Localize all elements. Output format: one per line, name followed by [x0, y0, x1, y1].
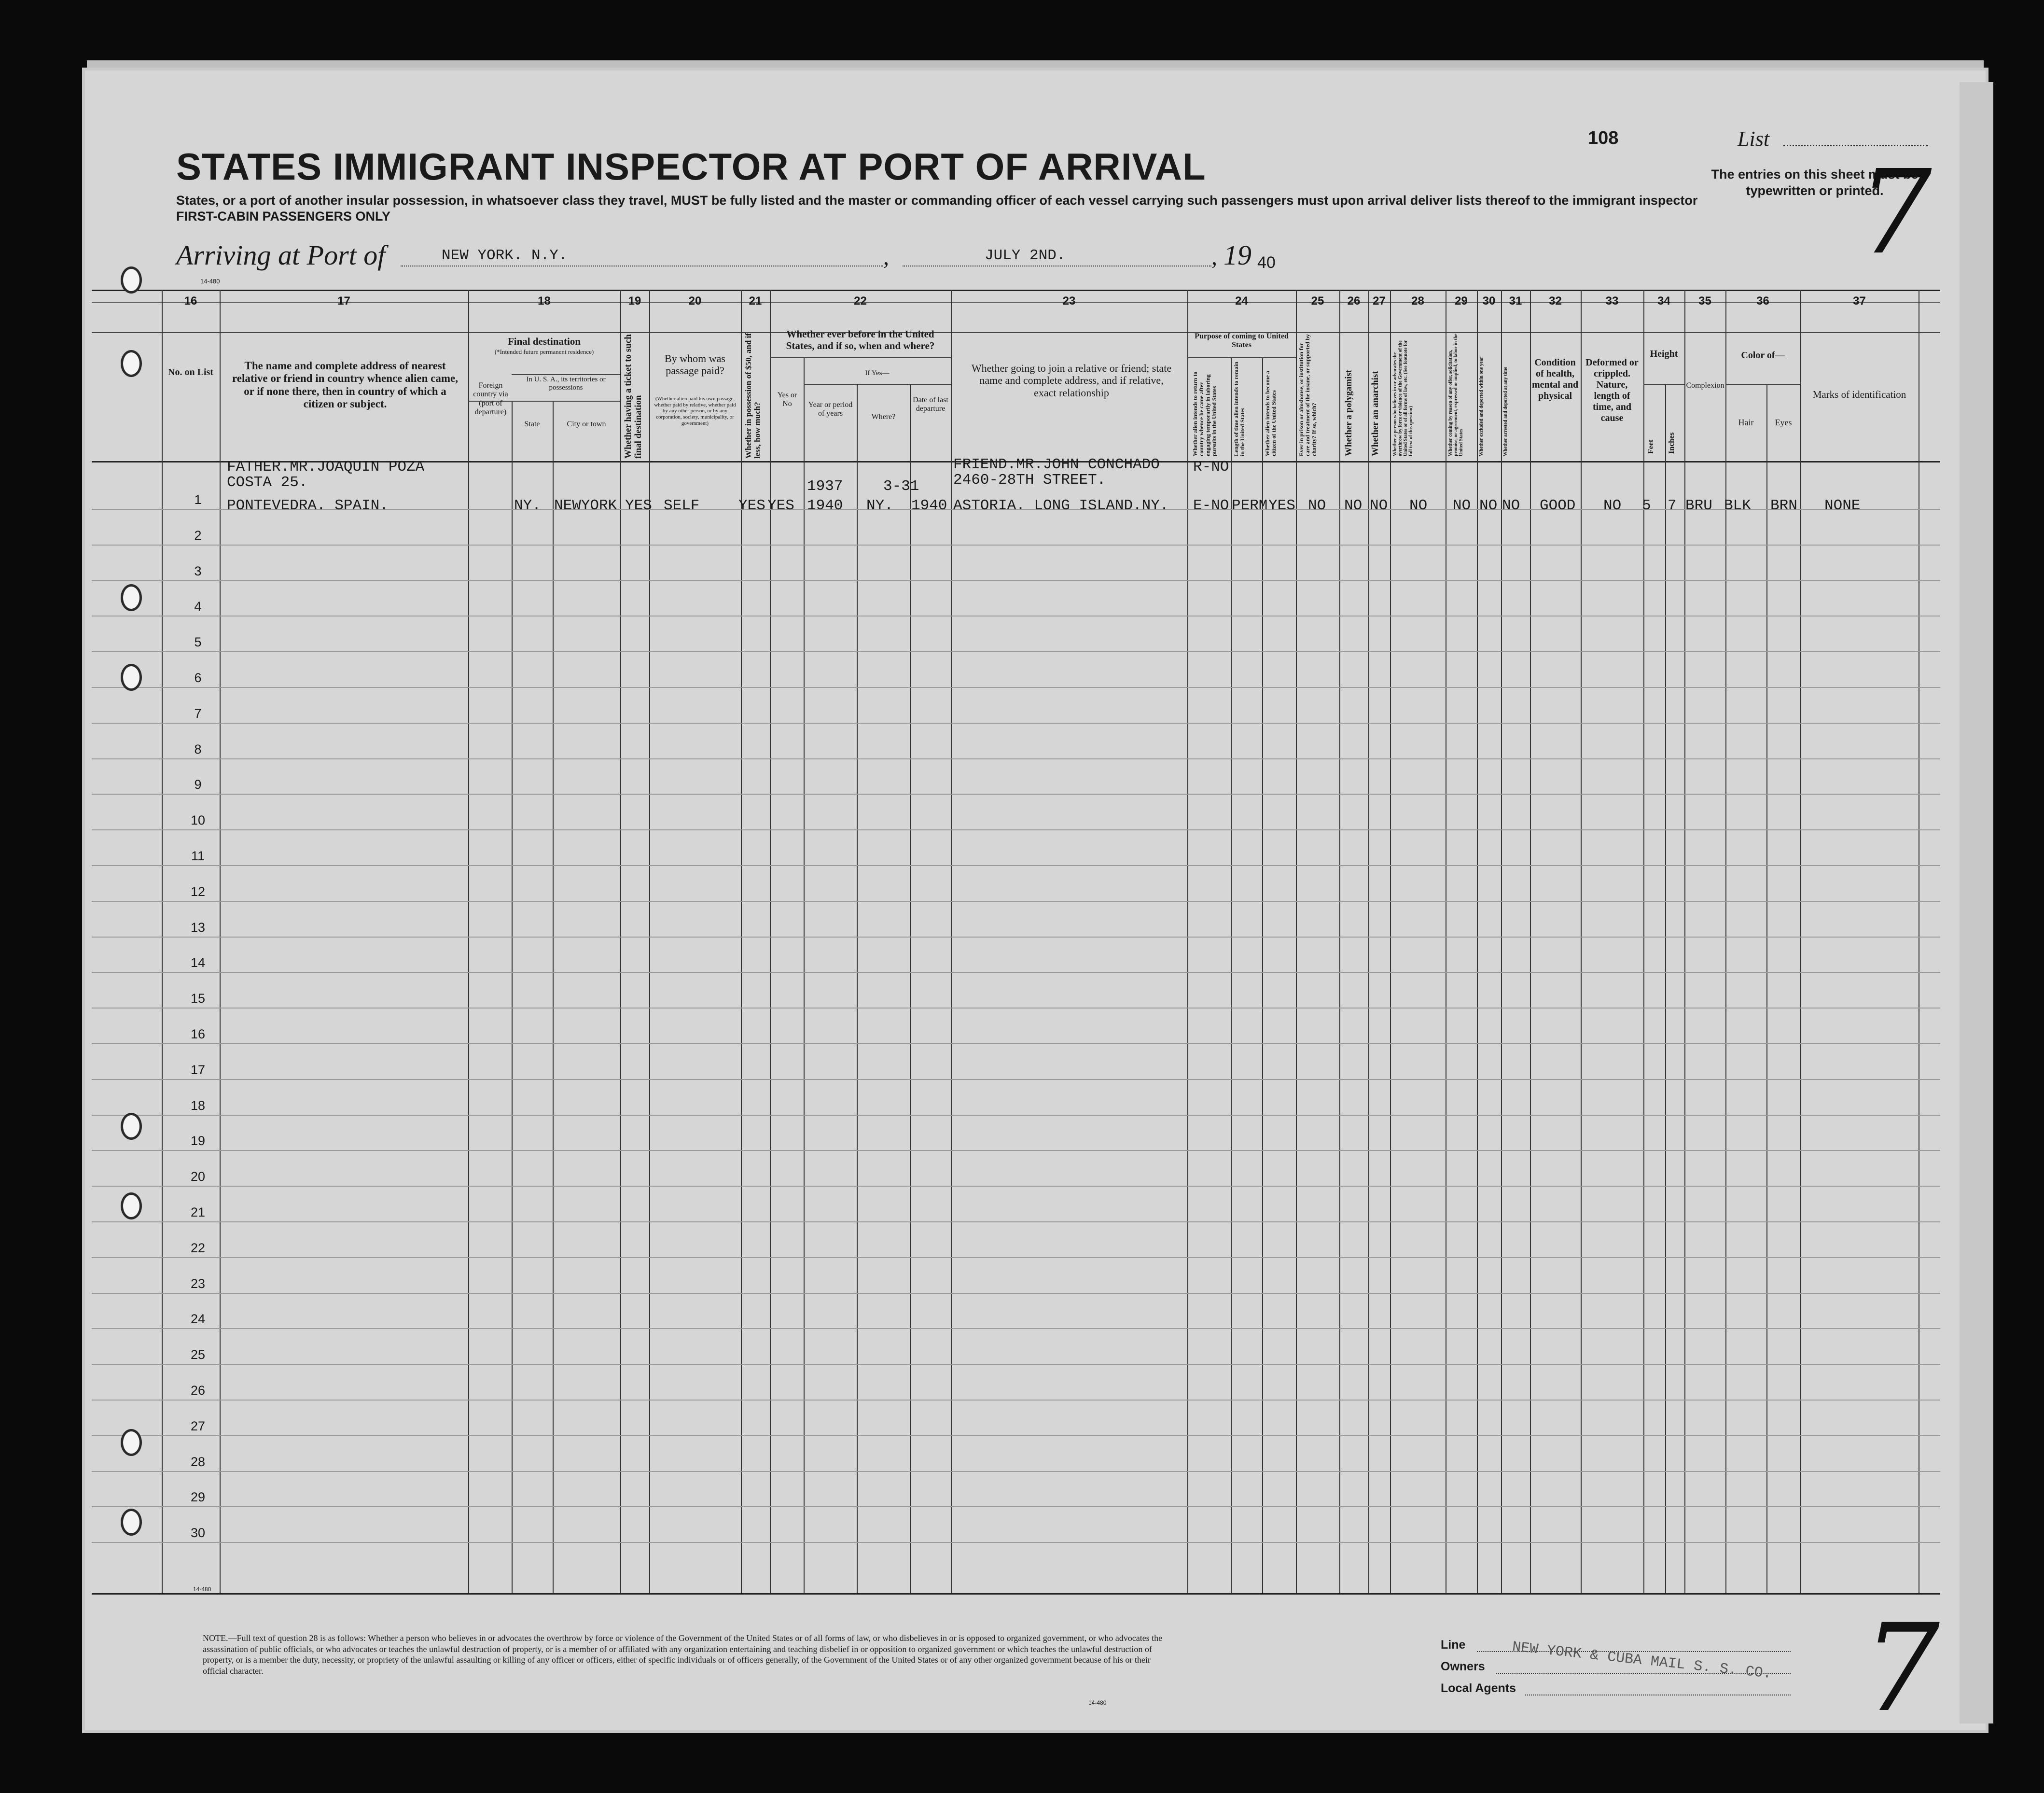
header-q28: Whether a person who believes in or advocates the overthrow by force or violence of the Government of the United States or of all forms of law, etc. (See footnote for full text of this question)	[1392, 340, 1414, 456]
col-num-22: 22	[854, 294, 867, 308]
entry-passage: SELF	[664, 497, 700, 514]
row-number: 10	[190, 813, 206, 828]
header-purpose-return: Whether alien intends to return to country whence he came after engaging temporarily in laboring pursuits in the United States	[1192, 371, 1218, 456]
header-possession-50: Whether in possession of $50, and if less, how much?	[744, 333, 762, 459]
row-rule	[92, 1542, 1940, 1543]
form-code-bottom-left: 14-480	[193, 1586, 211, 1593]
header-no-on-list: No. on List	[168, 367, 213, 378]
col-num-23: 23	[1062, 294, 1076, 308]
header-relative: The name and complete address of nearest relative or friend in country whence alien came, or if none there, then in country of which a citizen or subject.	[232, 360, 458, 410]
row-number: 25	[190, 1347, 206, 1362]
row-number: 8	[194, 742, 202, 756]
col-num-29: 29	[1455, 294, 1468, 308]
row-rule	[92, 1186, 1940, 1187]
entry-q28: NO	[1409, 497, 1428, 514]
header-year-period: Year or period of years	[808, 401, 853, 418]
row-number: 15	[190, 991, 206, 1006]
row-number: 14	[190, 955, 206, 970]
entry-join-line2: 2460-28TH STREET.	[953, 472, 1106, 489]
header-marks: Marks of identification	[1812, 389, 1906, 400]
row-rule	[92, 1115, 1940, 1116]
header-height: Height	[1650, 349, 1678, 359]
entry-q29: NO	[1453, 497, 1471, 514]
header-state: State	[524, 420, 540, 428]
form-code-bottom: 14-480	[1088, 1699, 1107, 1706]
row-rule	[92, 651, 1940, 652]
port-value: NEW YORK. N.Y.	[442, 247, 568, 264]
row-rule	[92, 723, 1940, 724]
row-rule	[92, 1364, 1940, 1365]
entry-where-2: NY.	[866, 497, 893, 514]
entry-citizen: YES	[1268, 497, 1295, 514]
col-num-18: 18	[538, 294, 551, 308]
row-number: 24	[190, 1312, 206, 1327]
row-number: 1	[194, 492, 202, 507]
entry-ever-before: YES	[767, 497, 794, 514]
header-city: City or town	[567, 420, 606, 428]
row-rule	[92, 1293, 1940, 1294]
footer-note-q28: NOTE.—Full text of question 28 is as follows: Whether a person who believes in or advocates the overthrow by force or violence of the Government of the United States or of all forms of law, or who disbelieves in or is opposed to organized government, or who advocates the assassination of public officials, or who advocates or teaches the unlawful destruction of property, or is a member of or affiliated with any organization entertaining and teaching disbelief in or opposition to organized government or which teaches the unlawful destruction of property, or is a member the duty, necessity, or propriety of the unlawful assaulting or killing of any officer or officers, either of specific individuals or of officers generally, of the Government of the United States or of any other organized government because of his or their official character.	[203, 1633, 1163, 1676]
row-rule	[92, 901, 1940, 902]
header-polygamist: Whether a polygamist	[1344, 369, 1354, 456]
entry-relative-line1: FATHER.MR.JOAQUIN POZA	[227, 459, 425, 476]
row-rule	[92, 1150, 1940, 1151]
row-number: 5	[194, 635, 202, 650]
handwritten-list-number: 7	[1858, 145, 1932, 280]
year-prefix: 19	[1224, 239, 1251, 271]
row-rule	[92, 865, 1940, 866]
col-num-17: 17	[337, 294, 350, 308]
col-num-26: 26	[1347, 294, 1361, 308]
row-rule	[92, 972, 1940, 973]
entry-inches: 7	[1668, 497, 1677, 514]
header-foreign-country: Foreign country via (port of departure)	[473, 381, 508, 417]
header-in-usa: In U. S. A., its territories or possessions	[526, 376, 606, 392]
typewritten-note: The entries on this sheet must be typewritten or printed.	[1711, 167, 1919, 198]
row-rule	[92, 829, 1940, 830]
row-number: 26	[190, 1383, 206, 1398]
owners-label: Owners	[1441, 1660, 1485, 1673]
entry-relative-line2: COSTA 25.	[227, 474, 308, 491]
table-top-border	[92, 290, 1940, 291]
row-number: 21	[190, 1205, 206, 1219]
col-num-28: 28	[1411, 294, 1424, 308]
col-num-33: 33	[1605, 294, 1619, 308]
header-purpose: Purpose of coming to United States	[1195, 332, 1289, 350]
col-num-30: 30	[1482, 294, 1496, 308]
subtitle-line2: FIRST-CABIN PASSENGERS ONLY	[176, 209, 391, 224]
header-eyes: Eyes	[1775, 418, 1792, 427]
entry-polygamist: NO	[1344, 497, 1363, 514]
comma-2: ,	[1211, 244, 1217, 270]
row-number: 4	[194, 599, 202, 614]
entry-deformed: NO	[1603, 497, 1622, 514]
row-number: 19	[190, 1134, 206, 1149]
row-number: 29	[190, 1490, 206, 1505]
row-rule	[92, 794, 1940, 795]
row-rule	[92, 1471, 1940, 1472]
entry-complexion: BRU	[1685, 497, 1712, 514]
entry-city: NEWYORK	[554, 497, 617, 514]
header-where: Where?	[871, 413, 896, 421]
entry-length: PERM	[1232, 497, 1268, 514]
subtitle-line1: States, or a port of another insular possession, in whatsoever class they travel, MUST be fully listed and the master or commanding officer of each vessel carrying such passengers must upon arrival deliver lists thereof to the immigrant inspector	[176, 193, 1698, 208]
handwritten-number-footer: 7	[1863, 1598, 1940, 1738]
entry-condition: GOOD	[1540, 497, 1576, 514]
header-final-destination: Final destination	[507, 336, 581, 347]
col-num-31: 31	[1509, 294, 1522, 308]
row-number: 30	[190, 1526, 206, 1541]
col-num-16: 16	[184, 294, 197, 308]
row-rule	[92, 1435, 1940, 1436]
header-final-destination-note: (*Intended future permanent residence)	[494, 348, 594, 355]
header-passage-paid: By whom was passage paid?	[665, 352, 725, 377]
row-number: 12	[190, 884, 206, 899]
entry-feet: 5	[1642, 497, 1651, 514]
year-suffix: 40	[1257, 253, 1276, 272]
col-num-35: 35	[1698, 294, 1711, 308]
col-num-27: 27	[1373, 294, 1386, 308]
entry-purpose-line1: R-NO	[1193, 459, 1229, 476]
entry-marks: NONE	[1824, 497, 1861, 514]
header-prison: Ever in prison or almshouse, or institution for care and treatment of the insane, or supported by charity? If so, which?	[1298, 334, 1318, 456]
entry-join-line3: ASTORIA. LONG ISLAND.NY.	[953, 497, 1169, 514]
col-num-36: 36	[1756, 294, 1769, 308]
row-rule	[92, 1400, 1940, 1401]
entry-ticket: YES	[625, 497, 652, 514]
entry-year-2: 1940	[807, 497, 843, 514]
row-number: 7	[194, 706, 202, 721]
table-bottom-border	[92, 1593, 1940, 1595]
col-num-19: 19	[628, 294, 641, 308]
form-code: 14-480	[200, 278, 220, 285]
entry-q30: NO	[1479, 497, 1498, 514]
entry-where-1: 3-31	[883, 478, 919, 495]
row-rule	[92, 1506, 1940, 1507]
entry-join-line1: FRIEND.MR.JOHN CONCHADO	[953, 456, 1160, 473]
row-number: 11	[191, 849, 205, 863]
paper-edge-right	[1960, 82, 1993, 1723]
header-purpose-citizen: Whether alien intends to become a citizen of the United States	[1264, 371, 1278, 456]
entry-year-1: 1937	[807, 478, 843, 495]
header-anarchist: Whether an anarchist	[1370, 371, 1380, 456]
entry-eyes: BRN	[1770, 497, 1797, 514]
header-if-yes: If Yes—	[865, 369, 890, 377]
entry-hair: BLK	[1724, 497, 1751, 514]
row-rule	[92, 1257, 1940, 1258]
row-rule	[92, 687, 1940, 688]
row-number: 3	[194, 563, 202, 578]
row-rule	[92, 1079, 1940, 1080]
row-rule	[92, 545, 1940, 546]
line-stamp: NEW YORK & CUBA MAIL S. S. CO.	[1511, 1639, 1773, 1683]
entry-anarchist: NO	[1370, 497, 1388, 514]
header-q30: Whether excluded and deported within one year	[1479, 357, 1484, 456]
row-number: 28	[190, 1454, 206, 1469]
row-number: 9	[194, 777, 202, 792]
header-hair: Hair	[1738, 418, 1754, 427]
entry-date-last-departure: 1940	[911, 497, 947, 514]
header-passage-paid-note: (Whether alien paid his own passage, whether paid by relative, whether paid by any other person, or by any corporation, society, municipality, or government)	[654, 396, 736, 426]
row-number: 23	[190, 1276, 206, 1291]
header-q31: Whether arrested and deported at any time	[1503, 366, 1508, 456]
header-ever-before: Whether ever before in the United States, and if so, when and where?	[786, 328, 935, 352]
header-q29: Whether coming by reason of any offer, solicitation, promise, or agreement, expressed or implied, to labor in the United States	[1448, 334, 1464, 456]
row-number: 27	[190, 1418, 206, 1433]
row-number: 16	[190, 1027, 206, 1041]
header-ticket: Whether having a ticket to such final destination	[623, 334, 643, 459]
row-rule	[92, 580, 1940, 581]
row-number: 18	[190, 1098, 206, 1113]
header-condition: Condition of health, mental and physical	[1531, 357, 1579, 401]
row-number: 13	[190, 920, 206, 935]
row-number: 17	[190, 1062, 206, 1077]
header-join-relative: Whether going to join a relative or friend; state name and complete address, and if relative, exact relationship	[971, 362, 1172, 399]
entry-money: YES	[738, 497, 765, 514]
col-num-24: 24	[1235, 294, 1248, 308]
date-value: JULY 2ND.	[985, 247, 1066, 264]
header-purpose-length: Length of time alien intends to remain in the United States	[1233, 362, 1246, 456]
header-color-of: Color of—	[1741, 350, 1785, 361]
header-date-last-departure: Date of last departure	[913, 396, 948, 413]
header-yes-no: Yes or No	[777, 391, 797, 408]
local-agents-label: Local Agents	[1441, 1681, 1516, 1695]
col-num-21: 21	[749, 294, 762, 308]
col-num-20: 20	[688, 294, 702, 308]
entry-state: NY.	[514, 497, 541, 514]
row-rule	[92, 1043, 1940, 1044]
list-label: List	[1738, 127, 1770, 151]
page-title: STATES IMMIGRANT INSPECTOR AT PORT OF ARRIVAL	[176, 145, 1206, 188]
col-num-25: 25	[1311, 294, 1324, 308]
entry-prison: NO	[1308, 497, 1326, 514]
col-num-34: 34	[1657, 294, 1670, 308]
header-rule	[92, 332, 1940, 333]
row-number: 2	[194, 528, 202, 543]
page-number: 108	[1588, 128, 1619, 148]
col-num-32: 32	[1549, 294, 1562, 308]
comma-1: ,	[883, 244, 889, 270]
entry-relative-line3: PONTEVEDRA. SPAIN.	[227, 497, 389, 514]
row-rule	[92, 1008, 1940, 1009]
arriving-label: Arriving at Port of	[176, 239, 386, 271]
entry-purpose-line2: E-NO	[1193, 497, 1229, 514]
header-complexion: Complexion	[1686, 381, 1724, 390]
header-feet: Feet	[1647, 439, 1655, 454]
row-rule	[92, 1328, 1940, 1329]
row-rule	[92, 758, 1940, 759]
line-label: Line	[1441, 1638, 1466, 1652]
row-number: 6	[194, 671, 202, 685]
row-rule	[92, 1221, 1940, 1222]
header-inches: Inches	[1668, 432, 1676, 454]
row-rule	[92, 937, 1940, 938]
row-number: 20	[190, 1169, 206, 1184]
col-num-37: 37	[1853, 294, 1866, 308]
header-deformed: Deformed or crippled. Nature, length of time, and cause	[1585, 357, 1639, 423]
row-number: 22	[190, 1240, 206, 1255]
entry-q31: NO	[1502, 497, 1520, 514]
